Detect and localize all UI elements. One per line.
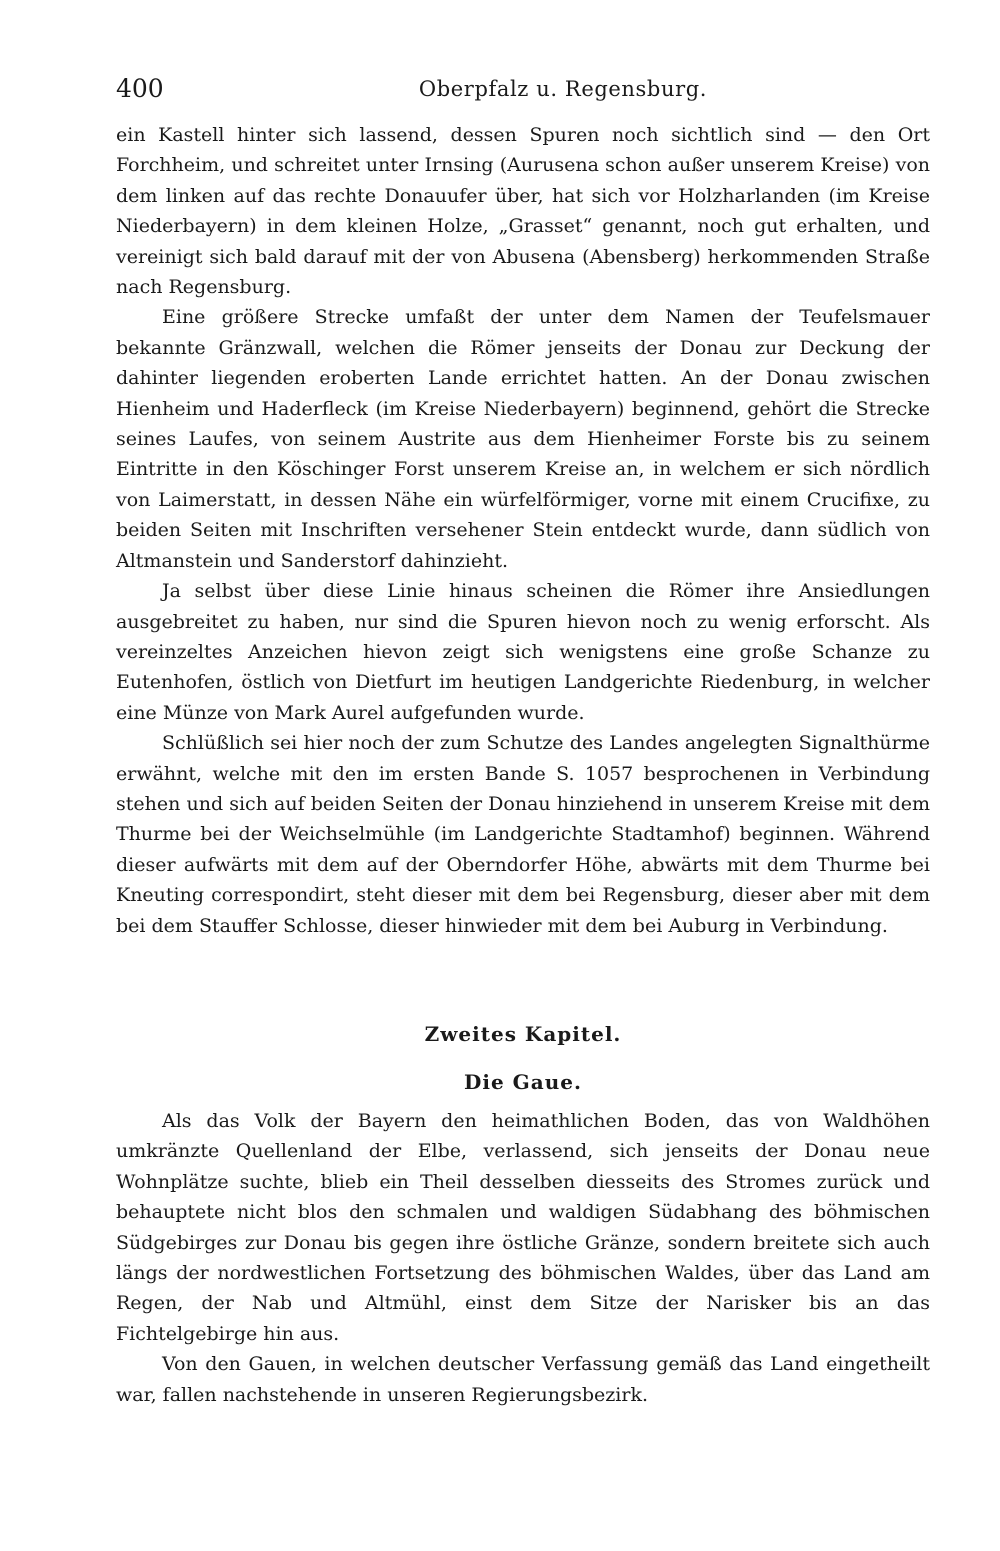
body-text-section-2	[116, 1106, 930, 1410]
paragraph: ein Kastell hinter sich lassend, dessen Spuren noch sichtlich sind — den Ort Forchheim, und schreitet unter Irnsing (Aurusena schon außer unserem Kreise) von dem linken auf das rechte Donauufer über, hat sich vor Holzharlanden (im Kreise Niederbayern) in dem kleinen Holze, „Grasset“ genannt, noch gut erhalten, und vereinigt sich bald darauf mit der von Abusena (Abensberg) herkommenden Straße nach Regensburg.	[116, 124, 930, 299]
paragraph: Schlüßlich sei hier noch der zum Schutze des Landes angelegten Signalthürme erwähnt, welche mit den im ersten Bande S. 1057 besprochenen in Verbindung stehen und sich auf beiden Seiten der Donau hinziehend in unserem Kreise mit dem Thurme bei der Weichselmühle (im Landgerichte Stadtamhof) beginnen. Während dieser aufwärts mit dem auf der Oberndorfer Höhe, abwärts mit dem Thurme bei Kneuting correspondirt, steht dieser mit dem bei Regensburg, dieser aber mit dem bei dem Stauffer Schlosse, dieser hinwieder mit dem bei Auburg in Verbindung.	[116, 732, 930, 937]
chapter-title: Zweites Kapitel.	[424, 1022, 622, 1046]
page-number: 400	[116, 74, 164, 103]
section-title: Die Gaue.	[464, 1070, 582, 1094]
paragraph: Ja selbst über diese Linie hinaus scheinen die Römer ihre Ansiedlungen ausgebreitet zu haben, nur sind die Spuren hievon noch zu wenig erforscht. Als vereinzeltes Anzeichen hievon zeigt sich wenigstens eine große Schanze zu Eutenhofen, östlich von Dietfurt im heutigen Landgerichte Riedenburg, in welcher eine Münze von Mark Aurel aufgefunden wurde.	[116, 580, 930, 724]
paragraph: Als das Volk der Bayern den heimathlichen Boden, das von Waldhöhen umkränzte Quellenland der Elbe, verlassend, sich jenseits der Donau neue Wohnplätze suchte, blieb ein Theil desselben diesseits des Stromes zurück und behauptete nicht blos den schmalen und waldigen Südabhang des böhmischen Südgebirges zur Donau bis gegen ihre östliche Gränze, sondern breitete sich auch längs der nordwestlichen Fortsetzung des böhmischen Waldes, über das Land am Regen, der Nab und Altmühl, einst dem Sitze der Narisker bis an das Fichtelgebirge hin aus.	[116, 1110, 930, 1345]
paragraph: Eine größere Strecke umfaßt der unter dem Namen der Teufelsmauer bekannte Gränzwall, welchen die Römer jenseits der Donau zur Deckung der dahinter liegenden eroberten Lande errichtet hatten. An der Donau zwischen Hienheim und Haderfleck (im Kreise Niederbayern) beginnend, gehört die Strecke seines Laufes, von seinem Austrite aus dem Hienheimer Forste bis zu seinem Eintritte in den Köschinger Forst unserem Kreise an, in welchem er sich nördlich von Laimerstatt, in dessen Nähe ein würfelförmiger, vorne mit einem Crucifixe, zu beiden Seiten mit Inschriften versehener Stein entdeckt wurde, dann südlich von Altmanstein und Sanderstorf dahinzieht.	[116, 306, 930, 572]
running-head: Oberpfalz u. Regensburg.	[418, 77, 708, 101]
page-header	[116, 72, 930, 108]
body-text-section-1	[116, 120, 930, 941]
paragraph: Von den Gauen, in welchen deutscher Verfassung gemäß das Land eingetheilt war, fallen nachstehende in unseren Regierungsbezirk.	[116, 1353, 930, 1406]
